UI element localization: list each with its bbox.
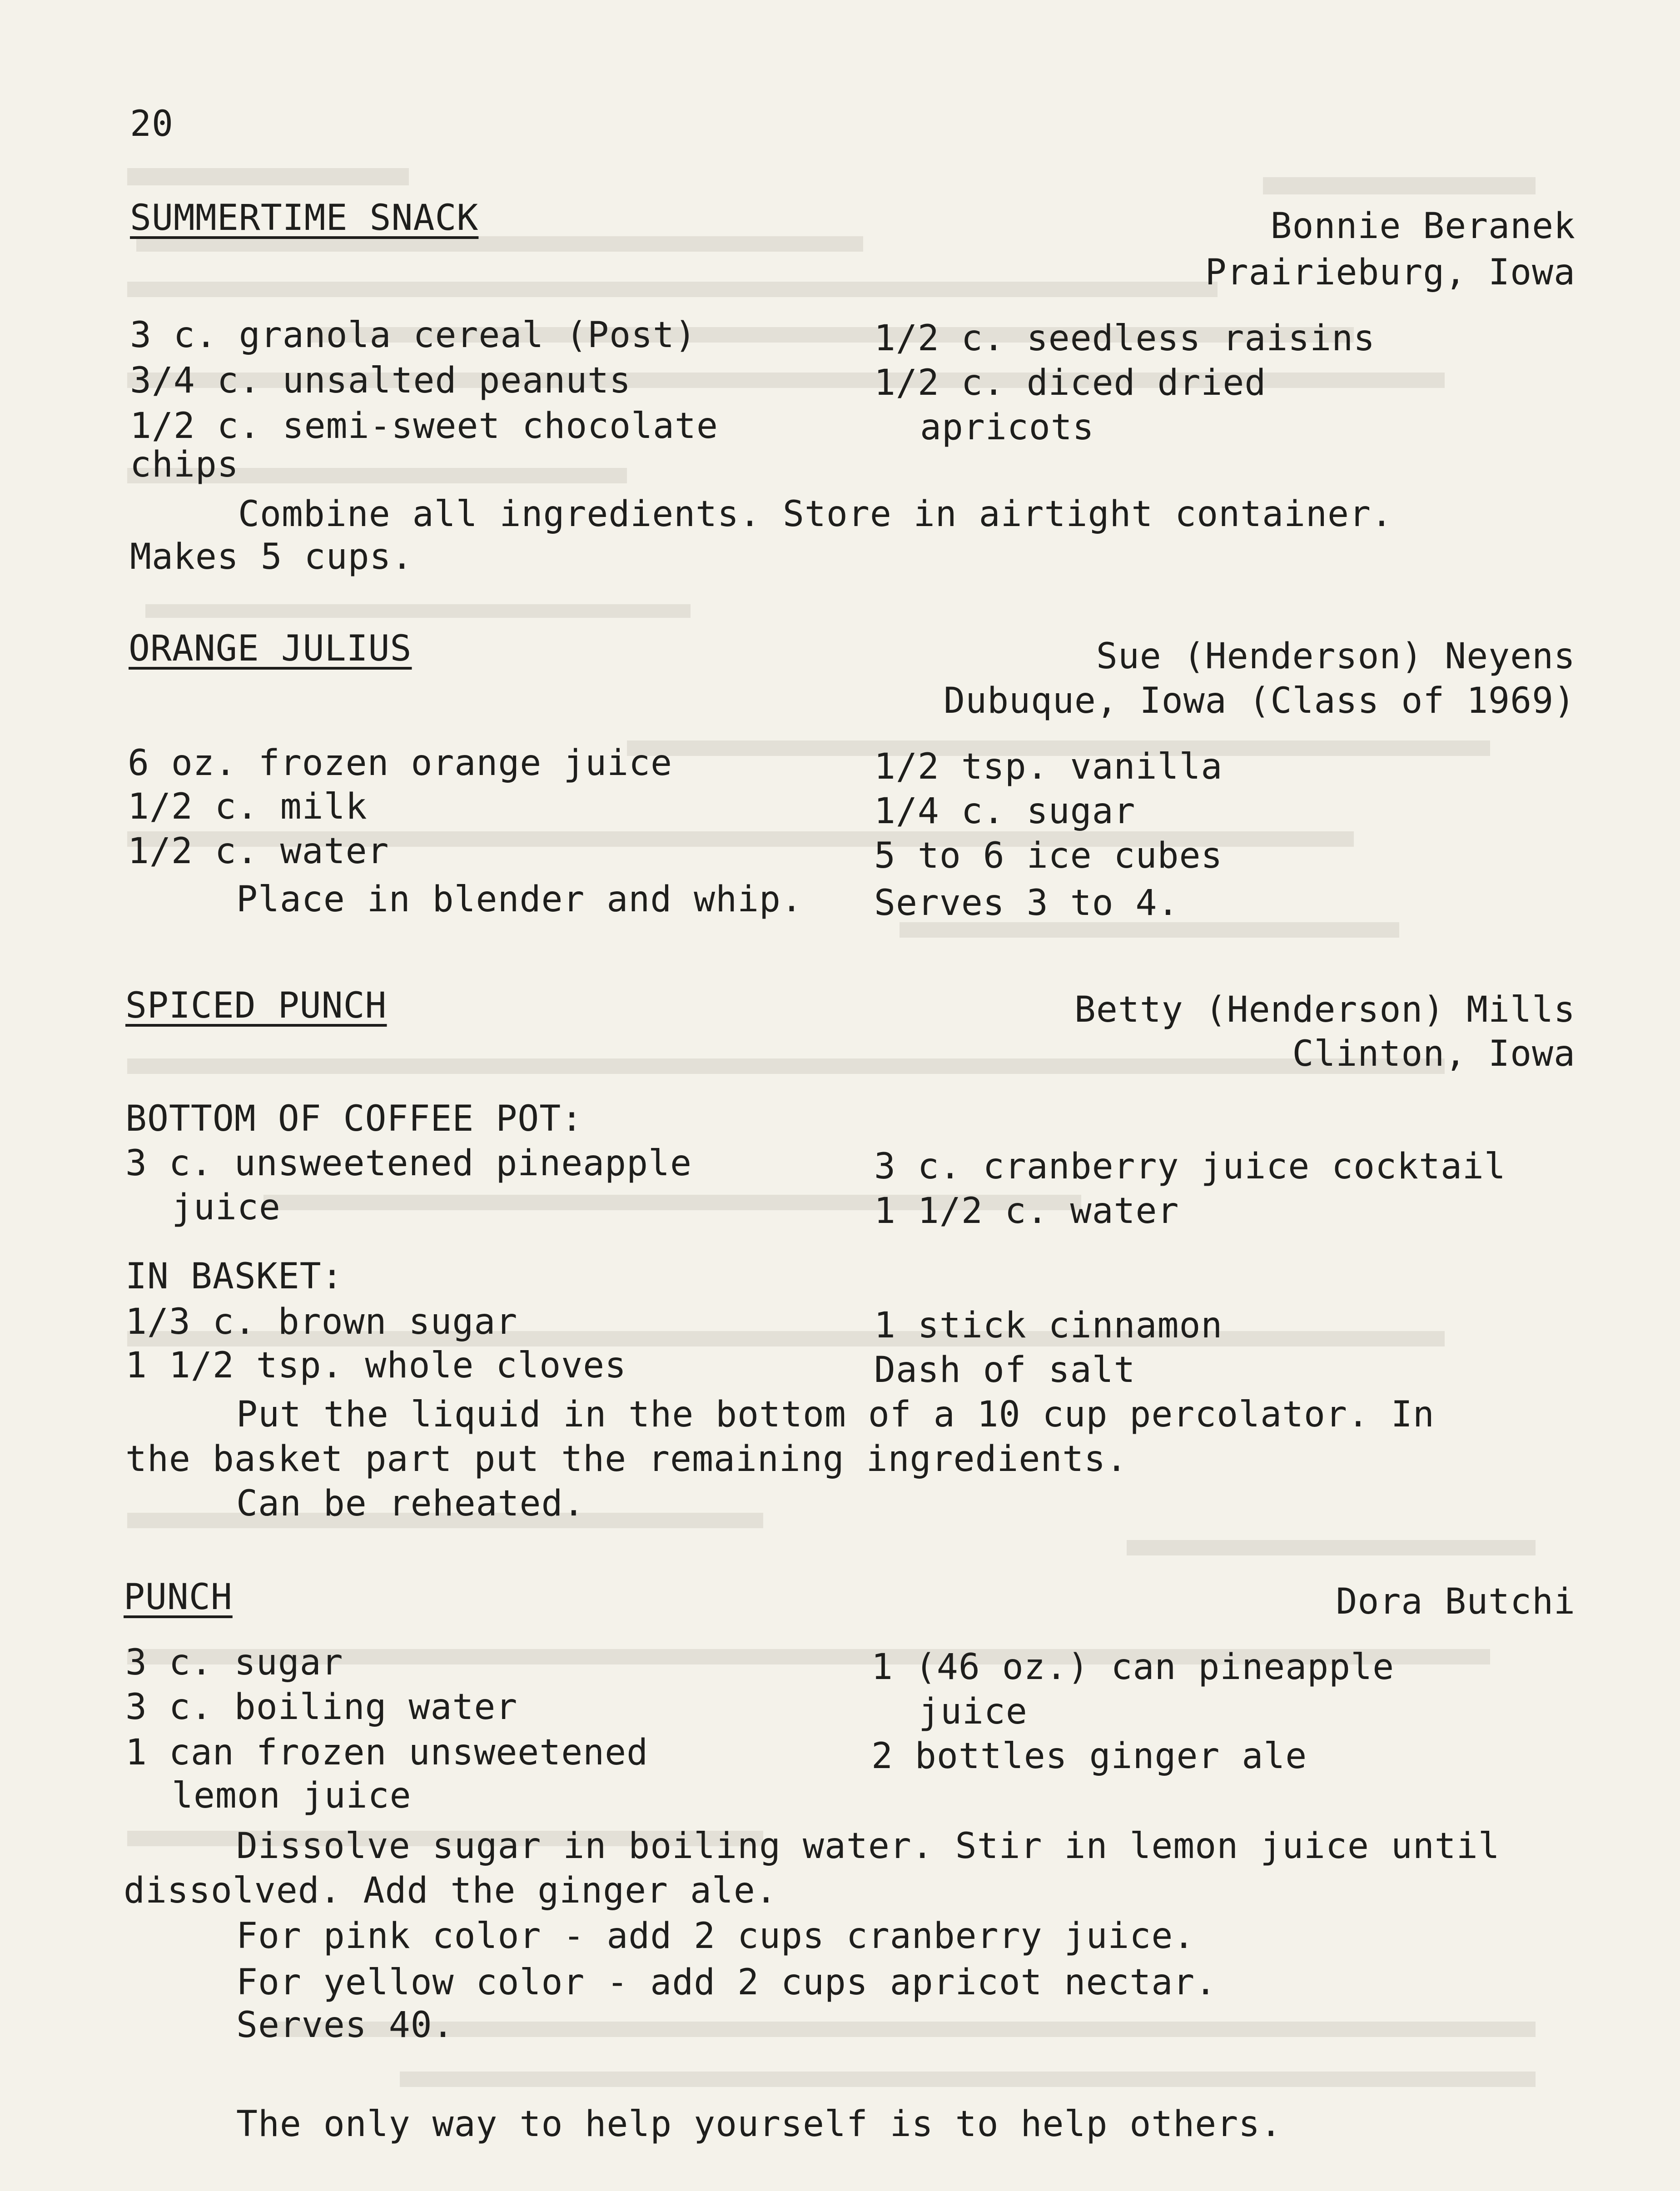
closing-quote: The only way to help yourself is to help others. — [236, 2104, 1282, 2145]
instruction-line: dissolved. Add the ginger ale. — [124, 1870, 777, 1911]
ingredient: 1/2 c. semi-sweet chocolate — [130, 406, 718, 447]
recipe-author: Betty (Henderson) Mills — [1074, 989, 1576, 1030]
recipe-location: Dubuque, Iowa (Class of 1969) — [944, 681, 1576, 721]
ingredient: 2 bottles ginger ale — [871, 1736, 1307, 1777]
ingredient: Dash of salt — [874, 1350, 1136, 1391]
instruction-line: Can be reheated. — [236, 1483, 585, 1524]
instruction-line: Makes 5 cups. — [130, 537, 413, 577]
ingredient: 1 1/2 tsp. whole cloves — [125, 1345, 627, 1386]
ingredient: 1/3 c. brown sugar — [125, 1302, 518, 1342]
recipe-location: Prairieburg, Iowa — [1205, 252, 1576, 293]
instruction-line: Combine all ingredients. Store in airtight container. — [238, 494, 1393, 535]
recipe-location: Clinton, Iowa — [1292, 1033, 1576, 1074]
ingredient: apricots — [920, 407, 1094, 448]
recipe-title: PUNCH — [124, 1577, 233, 1618]
ingredient: 3 c. cranberry juice cocktail — [874, 1146, 1506, 1187]
ingredient: 1/2 c. milk — [128, 786, 368, 827]
instruction-line: For yellow color - add 2 cups apricot nectar. — [236, 1962, 1217, 2003]
ingredient: 1/4 c. sugar — [874, 791, 1136, 832]
recipe-title: SUMMERTIME SNACK — [130, 198, 479, 238]
page-number: 20 — [130, 104, 174, 144]
ingredient: 1 (46 oz.) can pineapple — [871, 1647, 1395, 1688]
ingredient: 3/4 c. unsalted peanuts — [130, 360, 631, 401]
recipe-title: ORANGE JULIUS — [129, 628, 412, 669]
recipe-author: Dora Butchi — [1336, 1581, 1576, 1622]
instruction-line: For pink color - add 2 cups cranberry juice. — [236, 1916, 1195, 1957]
ingredient: 1 can frozen unsweetened — [125, 1732, 649, 1773]
section-label: BOTTOM OF COFFEE POT: — [125, 1098, 583, 1139]
instruction-line: the basket part put the remaining ingredients. — [125, 1439, 1128, 1480]
ingredient: juice — [172, 1187, 281, 1228]
ingredient: 3 c. granola cereal (Post) — [130, 315, 696, 356]
recipe-author: Sue (Henderson) Neyens — [1096, 636, 1576, 677]
ingredient: 3 c. sugar — [125, 1642, 343, 1683]
instruction-line: Place in blender and whip. — [236, 879, 803, 920]
instruction-line: Serves 3 to 4. — [874, 883, 1179, 924]
ingredient: 6 oz. frozen orange juice — [128, 743, 672, 784]
recipe-title: SPICED PUNCH — [125, 985, 387, 1026]
recipe-author: Bonnie Beranek — [1270, 206, 1576, 247]
ingredient: 1/2 c. diced dried — [874, 363, 1267, 403]
ingredient: 1 1/2 c. water — [874, 1191, 1179, 1232]
ingredient: lemon juice — [172, 1775, 412, 1816]
section-label: IN BASKET: — [125, 1256, 343, 1297]
ingredient: 3 c. boiling water — [125, 1687, 518, 1728]
instruction-line: Dissolve sugar in boiling water. Stir in lemon juice until — [236, 1826, 1500, 1867]
instruction-line: Put the liquid in the bottom of a 10 cup percolator. In — [236, 1394, 1435, 1435]
ingredient: 1 stick cinnamon — [874, 1305, 1223, 1346]
ingredient: 1/2 c. seedless raisins — [874, 318, 1376, 359]
instruction-line: Serves 40. — [236, 2005, 454, 2046]
ingredient: 5 to 6 ice cubes — [874, 835, 1223, 876]
ingredient: chips — [130, 444, 239, 485]
ingredient: 1/2 tsp. vanilla — [874, 746, 1223, 787]
ingredient: 1/2 c. water — [128, 831, 389, 872]
ingredient: 3 c. unsweetened pineapple — [125, 1143, 692, 1184]
ingredient: juice — [919, 1691, 1028, 1732]
